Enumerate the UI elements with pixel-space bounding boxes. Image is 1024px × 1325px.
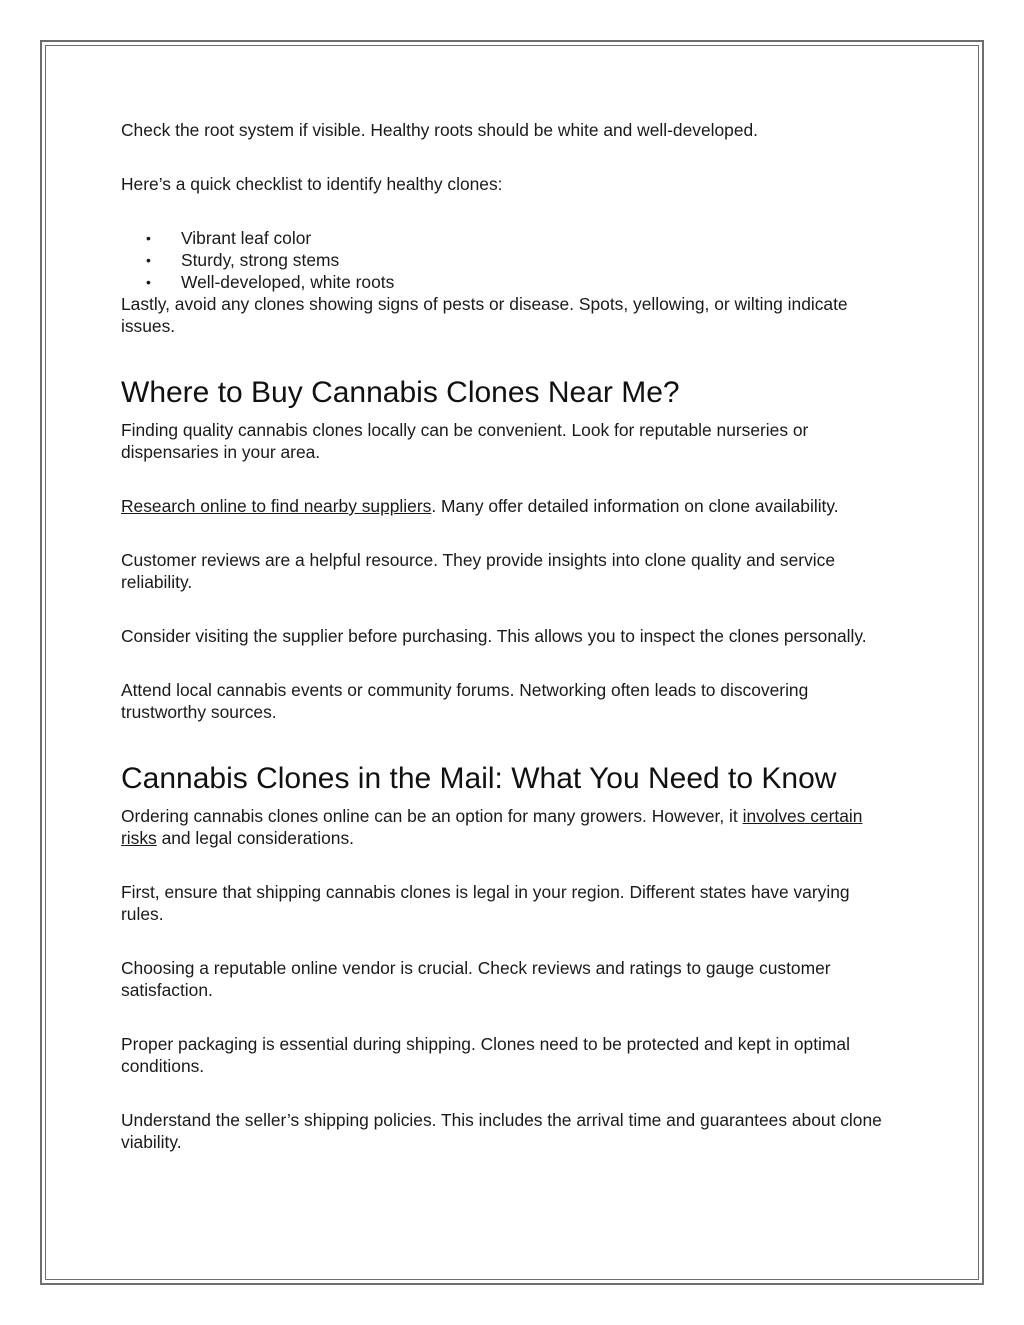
bullet-icon: • [146,252,151,268]
paragraph-root-check: Check the root system if visible. Healthy roots should be white and well-developed. [121,120,759,140]
paragraph-ordering-online [121,805,891,849]
paragraph-visit-supplier: Consider visiting the supplier before purchasing. This allows you to inspect the clones personally. [121,626,867,646]
paragraph-local-events: Attend local cannabis events or community forums. Networking often leads to discovering trustworthy sources. [121,680,809,722]
checklist-item-label: Vibrant leaf color [181,228,312,248]
checklist-item-label: Well-developed, white roots [181,272,395,292]
paragraph-finding-quality: Finding quality cannabis clones locally can be convenient. Look for reputable nurseries or dispensaries in your area. [121,420,809,462]
checklist-item [121,271,891,293]
checklist-item-label: Sturdy, strong stems [181,250,340,270]
checklist-item [121,249,891,271]
involves-certain-risks-link[interactable]: involves certain risks [121,806,863,848]
paragraph-research-online [121,495,891,517]
bullet-icon: • [146,230,151,246]
paragraph-legal-region: First, ensure that shipping cannabis clones is legal in your region. Different states have varying rules. [121,882,850,924]
paragraph-reputable-vendor: Choosing a reputable online vendor is crucial. Check reviews and ratings to gauge customer satisfaction. [121,958,831,1000]
paragraph-shipping-policies: Understand the seller’s shipping policies. This includes the arrival time and guarantees about clone viability. [121,1110,882,1152]
article-body [121,119,891,1153]
healthy-clone-checklist [121,227,891,293]
section-heading-clones-in-mail: Cannabis Clones in the Mail: What You Need to Know [121,762,837,795]
paragraph-pests: Lastly, avoid any clones showing signs of pests or disease. Spots, yellowing, or wilting indicate issues. [121,294,848,336]
paragraph-research-online-text: . Many offer detailed information on clone availability. [431,496,839,516]
paragraph-checklist-intro: Here’s a quick checklist to identify healthy clones: [121,174,503,194]
paragraph-ordering-online-start: Ordering cannabis clones online can be an option for many growers. However, it [121,806,743,826]
paragraph-customer-reviews: Customer reviews are a helpful resource. They provide insights into clone quality and service reliability. [121,550,836,592]
bullet-icon: • [146,274,151,290]
checklist-item [121,227,891,249]
paragraph-packaging: Proper packaging is essential during shipping. Clones need to be protected and kept in optimal conditions. [121,1034,850,1076]
research-online-link[interactable]: Research online to find nearby suppliers [121,496,432,516]
paragraph-ordering-online-end: and legal considerations. [156,828,354,848]
section-heading-where-to-buy: Where to Buy Cannabis Clones Near Me? [121,376,680,409]
